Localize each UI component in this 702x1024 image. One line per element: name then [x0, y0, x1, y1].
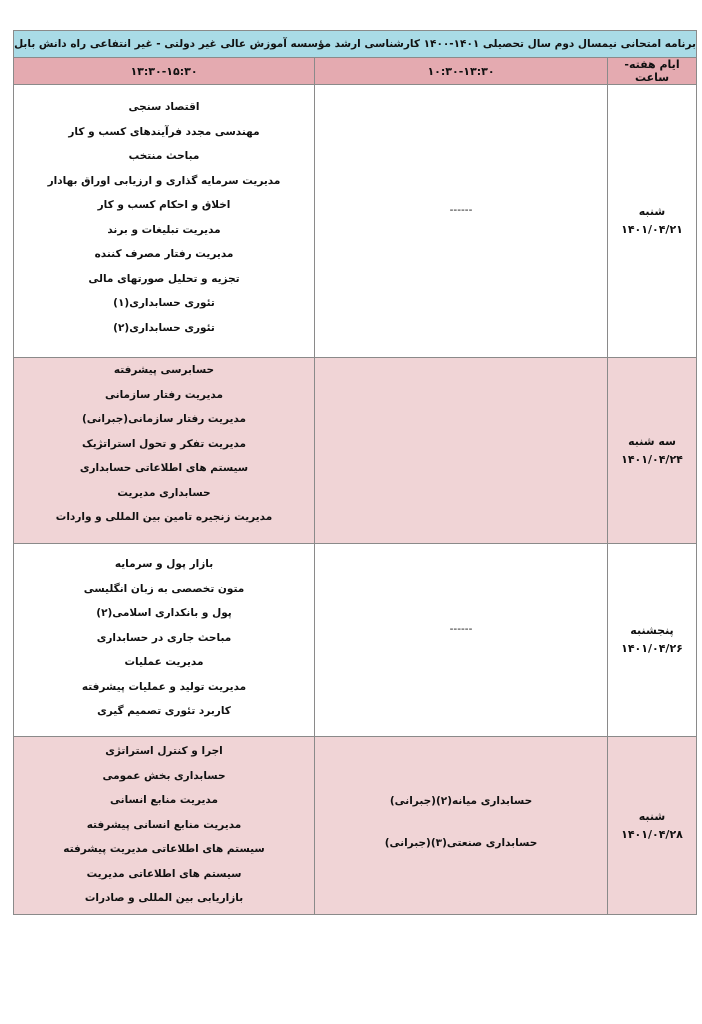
- day-name: شنبه: [638, 809, 666, 823]
- exam-day-row: [14, 544, 697, 737]
- course-item: بازار پول و سرمایه: [114, 558, 214, 570]
- course-item: مباحث جاری در حسابداری: [96, 631, 232, 644]
- course-item: مدیریت رفتار سازمانی(جبرانی): [81, 413, 247, 425]
- header-row: [14, 58, 697, 85]
- course-item: مدیریت عملیات: [124, 656, 204, 668]
- header-day-time: ایام هفته-ساعت: [608, 58, 697, 85]
- course-item: حسابداری میانه(۲)(جبرانی): [389, 794, 533, 807]
- day-cell: [608, 85, 697, 358]
- exam-schedule-table: [13, 30, 697, 915]
- slot-1-cell: [315, 85, 608, 358]
- header-slot-2: ۱۳:۳۰-۱۵:۳۰: [14, 58, 315, 85]
- course-item: پول و بانکداری اسلامی(۲): [96, 607, 232, 619]
- course-item: تئوری حسابداری(۲): [113, 321, 215, 334]
- course-item: مدیریت تبلیغات و برند: [107, 223, 221, 236]
- course-item: مدیریت منابع انسانی پیشرفته: [86, 818, 242, 831]
- course-item: کاربرد تئوری تصمیم گیری: [97, 705, 231, 717]
- course-item: سیستم های اطلاعاتی حسابداری: [79, 462, 249, 474]
- day-date: ۱۴۰۱/۰۴/۲۴: [621, 452, 683, 466]
- course-item: مدیریت رفتار مصرف کننده: [94, 248, 234, 260]
- day-date: ۱۴۰۱/۰۴/۲۶: [621, 642, 683, 655]
- slot-2-cell: [14, 737, 315, 915]
- day-name: سه شنبه: [628, 434, 676, 448]
- exam-day-row: [14, 358, 697, 544]
- course-item: حسابداری مدیریت: [117, 486, 211, 499]
- course-item: مدیریت تفکر و تحول استراتژیک: [81, 437, 247, 450]
- exam-day-row: [14, 85, 697, 358]
- course-item: مدیریت رفتار سازمانی: [105, 388, 223, 401]
- slot-1-cell: [315, 358, 608, 544]
- course-item: مدیریت سرمایه گذاری و ارزیابی اوراق بهادار: [47, 174, 281, 187]
- header-slot-1: ۱۰:۳۰-۱۳:۳۰: [315, 58, 608, 85]
- course-item: حسابداری صنعتی(۳)(جبرانی): [384, 836, 538, 849]
- course-item: مدیریت منابع انسانی: [110, 794, 218, 806]
- day-cell: [608, 358, 697, 544]
- day-cell: [608, 544, 697, 737]
- course-item: اجرا و کنترل استراتژی: [105, 745, 223, 757]
- exam-day-row: [14, 737, 697, 915]
- course-item: اقتصاد سنجی: [128, 101, 200, 113]
- empty-dash: ------: [449, 204, 473, 216]
- course-item: مباحث منتخب: [128, 150, 200, 162]
- slot-1-cell: [315, 737, 608, 915]
- day-name: شنبه: [638, 205, 666, 218]
- day-name: پنجشنبه: [630, 624, 674, 637]
- course-item: سیستم های اطلاعاتی مدیریت پیشرفته: [63, 843, 265, 855]
- slot-2-cell: [14, 358, 315, 544]
- course-item: متون تخصصی به زبان انگلیسی: [83, 582, 245, 595]
- course-item: تجزیه و تحلیل صورتهای مالی: [88, 272, 240, 285]
- slot-1-cell: [315, 544, 608, 737]
- course-item: مدیریت زنجیره تامین بین المللی و واردات: [55, 511, 273, 523]
- course-item: تئوری حسابداری(۱): [113, 297, 215, 309]
- course-item: سیستم های اطلاعاتی مدیریت: [86, 867, 242, 880]
- day-cell: [608, 737, 697, 915]
- slot-2-cell: [14, 544, 315, 737]
- course-item: اخلاق و احکام کسب و کار: [97, 199, 231, 211]
- day-date: ۱۴۰۱/۰۴/۲۱: [621, 223, 683, 236]
- course-item: بازاریابی بین المللی و صادرات: [84, 892, 244, 904]
- course-item: حسابرسی پیشرفته: [113, 364, 215, 376]
- day-date: ۱۴۰۱/۰۴/۲۸: [621, 827, 683, 841]
- course-item: مهندسی مجدد فرآیندهای کسب و کار: [68, 125, 260, 138]
- slot-2-cell: [14, 85, 315, 358]
- empty-dash: ------: [449, 623, 473, 635]
- course-item: حسابداری بخش عمومی: [102, 769, 226, 782]
- course-item: مدیریت تولید و عملیات پیشرفته: [81, 680, 247, 693]
- schedule-title: برنامه امتحانی نیمسال دوم سال تحصیلی ۱۴۰۱-۱۴۰۰ کارشناسی ارشد مؤسسه آموزش عالی غیر دولتی - غیر انتفاعی راه دانش بابل: [14, 31, 697, 58]
